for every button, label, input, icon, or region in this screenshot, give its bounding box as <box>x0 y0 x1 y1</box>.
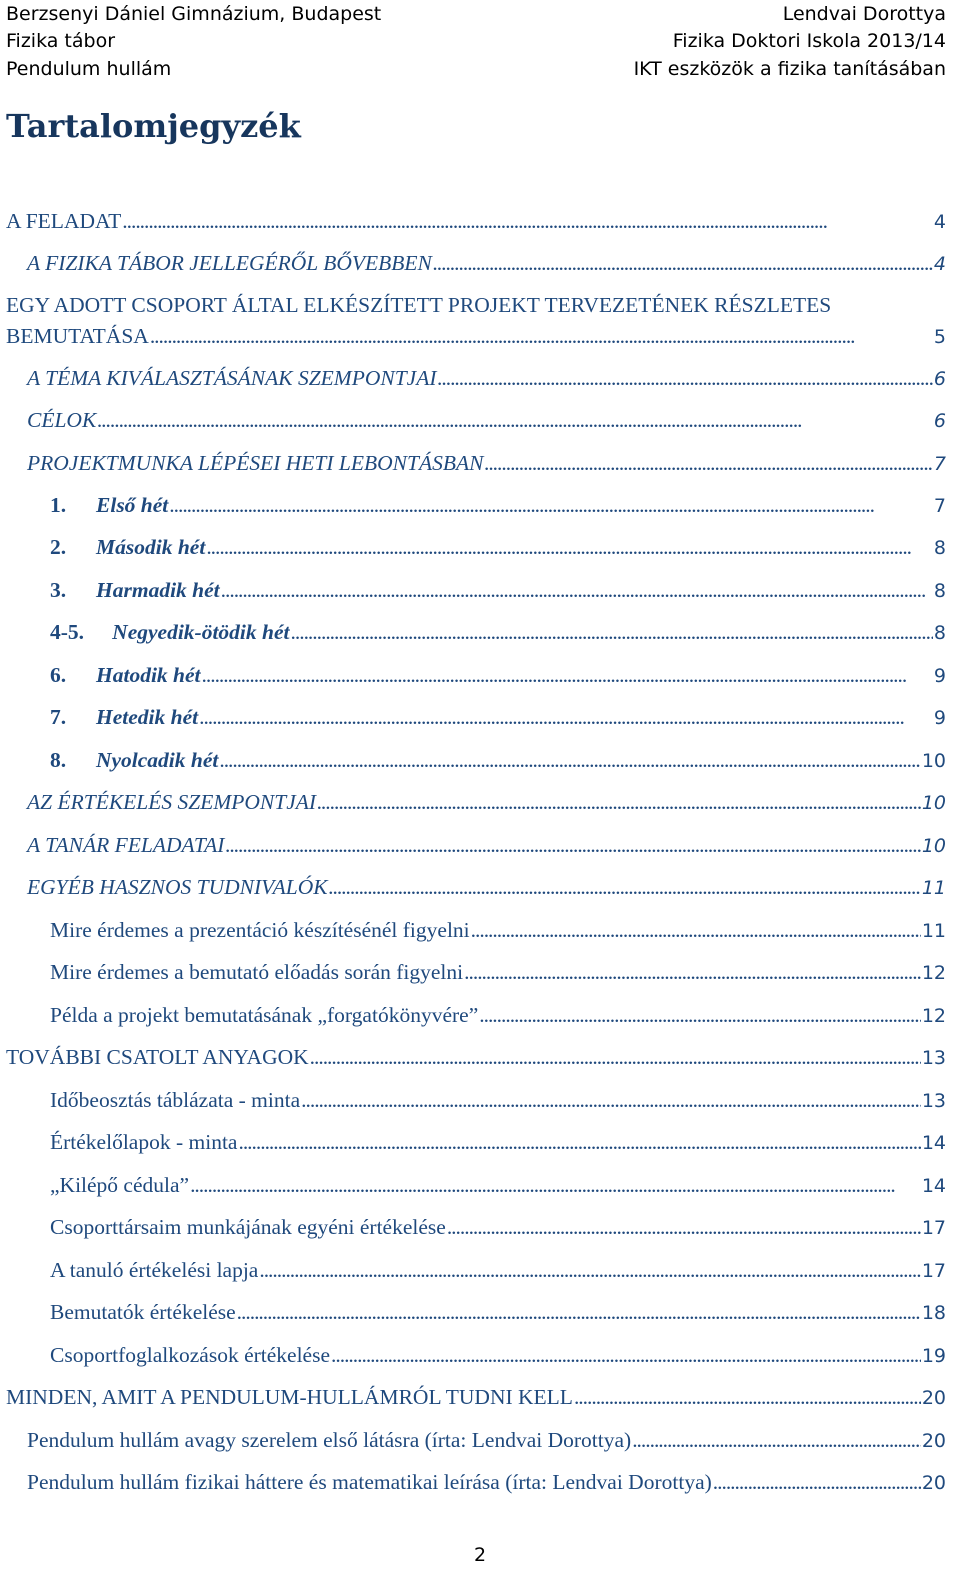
toc-entry[interactable] <box>27 364 946 392</box>
toc-entry[interactable] <box>50 1256 946 1284</box>
toc-entry-text: Időbeosztás táblázata - minta <box>50 1088 301 1112</box>
toc-entry[interactable] <box>50 916 946 944</box>
toc-entry-page: 9 <box>933 707 946 729</box>
toc-entry-text: Csoporttársaim munkájának egyéni értékelése <box>50 1215 446 1239</box>
toc-entry-text: TOVÁBBI CSATOLT ANYAGOK <box>6 1045 309 1069</box>
toc-entry-number: 4-5. <box>50 620 85 644</box>
toc-entry[interactable] <box>27 1468 946 1496</box>
toc-entry[interactable] <box>6 1043 946 1071</box>
toc-entry[interactable] <box>50 1171 946 1199</box>
toc-entry-text: CÉLOK <box>27 408 97 432</box>
toc-entry-page: 6 <box>933 368 946 390</box>
toc-entry-text: Példa a projekt bemutatásának „forgatókönyvére” <box>50 1003 479 1027</box>
toc-entry-text: MINDEN, AMIT A PENDULUM-HULLÁMRÓL TUDNI KELL <box>6 1385 573 1409</box>
toc-entry[interactable] <box>27 831 946 859</box>
toc-entry-page: 17 <box>921 1260 946 1282</box>
header-line-3 <box>6 55 946 83</box>
toc-entry-text: Pendulum hullám fizikai háttere és matematikai leírása (írta: Lendvai Dorottya) <box>27 1470 712 1494</box>
toc-entry-text: Második hét <box>96 535 206 559</box>
toc-entry[interactable] <box>50 958 946 986</box>
toc-entry-text: Harmadik hét <box>96 578 220 602</box>
header-program: Fizika Doktori Iskola 2013/14 <box>672 30 946 52</box>
toc-entry-page: 5 <box>933 326 946 348</box>
toc-entry-page: 20 <box>921 1430 946 1452</box>
toc-entry-page: 9 <box>933 665 946 687</box>
toc-entry-text: Bemutatók értékelése <box>50 1300 236 1324</box>
toc-entry-text: Csoportfoglalkozások értékelése <box>50 1343 331 1367</box>
toc-entry-page: 14 <box>921 1175 946 1197</box>
header-school: Berzsenyi Dániel Gimnázium, Budapest <box>6 3 382 25</box>
toc-entry-page: 8 <box>933 537 946 559</box>
toc-entry[interactable] <box>50 1086 946 1114</box>
toc-entry-text: „Kilépő cédula” <box>50 1173 190 1197</box>
toc-entry[interactable] <box>27 406 946 434</box>
toc-entry-number: 1. <box>50 493 67 517</box>
toc-entry-text: A TANÁR FELADATAI <box>27 833 225 857</box>
toc-entry-number: 2. <box>50 535 67 559</box>
toc-entry-text: A FELADAT <box>6 209 122 233</box>
toc-entry-text: EGYÉB HASZNOS TUDNIVALÓK <box>27 875 328 899</box>
header-author: Lendvai Dorottya <box>782 3 946 25</box>
toc-entry-text: Első hét <box>96 493 169 517</box>
toc-entry-text: Pendulum hullám avagy szerelem első látásra (írta: Lendvai Dorottya) <box>27 1428 632 1452</box>
toc-entry[interactable] <box>6 207 946 235</box>
toc-entry[interactable] <box>50 618 946 646</box>
toc-entry-text: Mire érdemes a bemutató előadás során figyelni <box>50 960 464 984</box>
toc-entry-continuation[interactable] <box>6 322 946 350</box>
toc-entry[interactable] <box>6 291 946 319</box>
toc-entry-text: A tanuló értékelési lapja <box>50 1258 259 1282</box>
toc-entry[interactable] <box>50 661 946 689</box>
toc-entry-page: 12 <box>921 962 946 984</box>
toc-entry[interactable] <box>27 449 946 477</box>
header-line-2 <box>6 27 946 55</box>
toc-entry-page: 4 <box>933 253 946 275</box>
toc-entry[interactable] <box>50 746 946 774</box>
toc-entry[interactable] <box>6 1383 946 1411</box>
toc-entry-number: 7. <box>50 705 67 729</box>
toc-entry-text: Nyolcadik hét <box>95 748 219 772</box>
toc-entry-text: BEMUTATÁSA <box>6 324 149 348</box>
header-topic: Pendulum hullám <box>6 58 172 80</box>
toc-entry-page: 10 <box>921 750 946 772</box>
toc-entry-page: 19 <box>921 1345 946 1367</box>
header-course: Fizika tábor <box>6 30 116 52</box>
toc-entry[interactable] <box>50 1213 946 1241</box>
toc-entry-page: 11 <box>921 877 946 899</box>
toc-entry[interactable] <box>50 491 946 519</box>
toc-entry-page: 7 <box>933 453 946 475</box>
page-number: 2 <box>473 1544 487 1566</box>
toc-entry-text: A TÉMA KIVÁLASZTÁSÁNAK SZEMPONTJAI <box>27 366 437 390</box>
toc-entry[interactable] <box>27 249 946 277</box>
toc-entry-page: 13 <box>921 1090 946 1112</box>
toc-entry-text: Hatodik hét <box>96 663 201 687</box>
toc-entry[interactable] <box>50 1001 946 1029</box>
toc-entry-number: 8. <box>50 748 67 772</box>
toc-entry-page: 17 <box>921 1217 946 1239</box>
toc-entry[interactable] <box>27 788 946 816</box>
toc-entry-page: 7 <box>933 495 946 517</box>
toc-entry-text: PROJEKTMUNKA LÉPÉSEI HETI LEBONTÁSBAN <box>27 451 484 475</box>
toc-entry-page: 4 <box>933 211 946 233</box>
header-subject: IKT eszközök a fizika tanításában <box>633 58 946 80</box>
toc-entry-page: 14 <box>921 1132 946 1154</box>
toc-entry-text: Hetedik hét <box>96 705 199 729</box>
toc-entry-text: Értékelőlapok - minta <box>50 1130 238 1154</box>
toc-entry-page: 8 <box>933 580 946 602</box>
toc-entry[interactable] <box>50 1341 946 1369</box>
toc-entry-page: 6 <box>933 410 946 432</box>
toc-entry[interactable] <box>50 1128 946 1156</box>
toc-entry-page: 10 <box>921 835 946 857</box>
toc-entry-page: 20 <box>921 1387 946 1409</box>
toc-entry-page: 20 <box>921 1472 946 1494</box>
toc-entry[interactable] <box>27 873 946 901</box>
toc-entry[interactable] <box>50 576 946 604</box>
toc-entry-page: 10 <box>921 792 946 814</box>
toc-entry-page: 11 <box>921 920 946 942</box>
header-line-1 <box>6 0 946 28</box>
toc-entry-text: A FIZIKA TÁBOR JELLEGÉRŐL BŐVEBBEN <box>27 251 432 275</box>
toc-entry-text: EGY ADOTT CSOPORT ÁLTAL ELKÉSZÍTETT PROJEKT TERVEZETÉNEK RÉSZLETES <box>6 293 832 317</box>
toc-entry-page: 8 <box>933 622 946 644</box>
toc-entry-page: 13 <box>921 1047 946 1069</box>
toc-entry-text: Mire érdemes a prezentáció készítésénél figyelni <box>50 918 470 942</box>
toc-entry-page: 18 <box>921 1302 946 1324</box>
toc-entry-number: 3. <box>50 578 67 602</box>
toc-entry[interactable] <box>27 1426 946 1454</box>
toc-entry[interactable] <box>50 533 946 561</box>
page-title: Tartalomjegyzék <box>6 107 301 145</box>
toc-entry-page: 12 <box>921 1005 946 1027</box>
toc-entry-text: Negyedik-ötödik hét <box>112 620 290 644</box>
toc-entry-text: AZ ÉRTÉKELÉS SZEMPONTJAI <box>27 790 317 814</box>
toc-entry-number: 6. <box>50 663 67 687</box>
toc-entry[interactable] <box>50 1298 946 1326</box>
toc-entry[interactable] <box>50 703 946 731</box>
